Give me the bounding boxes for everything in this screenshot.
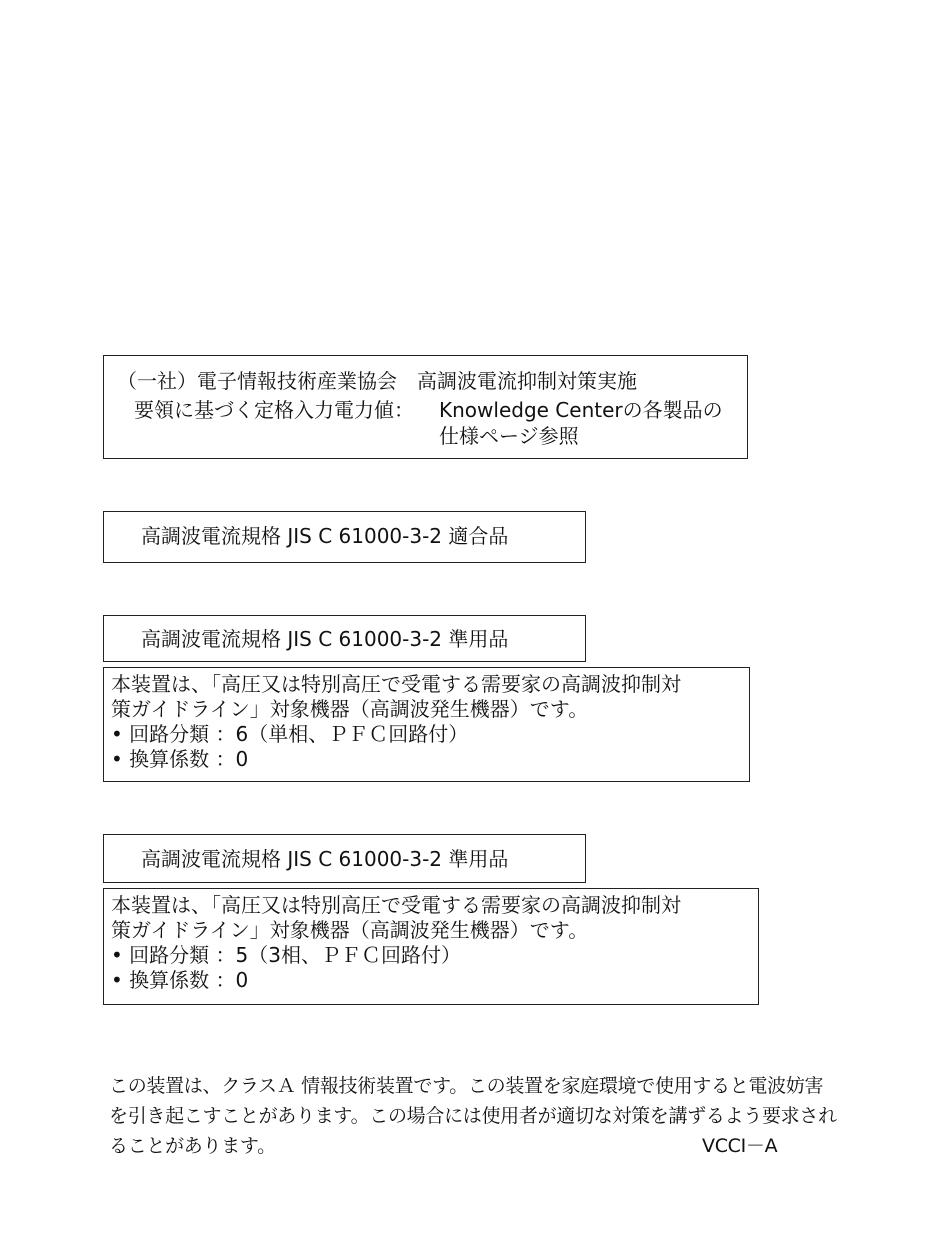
vcci-notice-line-3: ることがあります。 [109, 1135, 276, 1157]
declaration-rated-power-value: Knowledge Centerの各製品の [439, 398, 723, 422]
guideline-line-1-three-phase: 本装置は、「高圧又は特別高圧で受電する需要家の高調波抑制対 [111, 893, 681, 917]
circuit-class-single-phase: • 回路分類 ：6（単相、ＰＦＣ回路付） [111, 722, 469, 746]
circuit-class-three-phase: • 回路分類 ：5（3相、ＰＦＣ回路付） [111, 943, 461, 967]
conversion-factor-three-phase: • 換算係数 ：0 [111, 968, 249, 992]
vcci-class-mark: VCCI－A [702, 1135, 778, 1157]
standard-compliant-label: 高調波電流規格 JIS C 61000-3-2 適合品 [141, 524, 509, 548]
vcci-notice-line-2: を引き起こすことがあります。この場合には使用者が適切な対策を講ずるよう要求され [109, 1105, 837, 1127]
standard-applied-label-three-phase: 高調波電流規格 JIS C 61000-3-2 準用品 [141, 847, 509, 871]
vcci-notice-line-1: この装置は、クラスＡ 情報技術装置です。この装置を家庭環境で使用すると電波妨害 [109, 1075, 824, 1097]
declaration-rated-power-label: 要領に基づく定格入力電力値： [134, 398, 414, 422]
conversion-factor-single-phase: • 換算係数 ：0 [111, 747, 249, 771]
declaration-line-3: 仕様ページ参照 [439, 424, 579, 448]
guideline-line-1-single-phase: 本装置は、「高圧又は特別高圧で受電する需要家の高調波抑制対 [111, 672, 681, 696]
guideline-line-2-single-phase: 策ガイドライン」対象機器（高調波発生機器）です。 [111, 697, 589, 721]
guideline-line-2-three-phase: 策ガイドライン」対象機器（高調波発生機器）です。 [111, 918, 589, 942]
declaration-line-1: （一社）電子情報技術産業協会 高調波電流抑制対策実施 [117, 369, 637, 393]
standard-applied-label-single-phase: 高調波電流規格 JIS C 61000-3-2 準用品 [141, 627, 509, 651]
